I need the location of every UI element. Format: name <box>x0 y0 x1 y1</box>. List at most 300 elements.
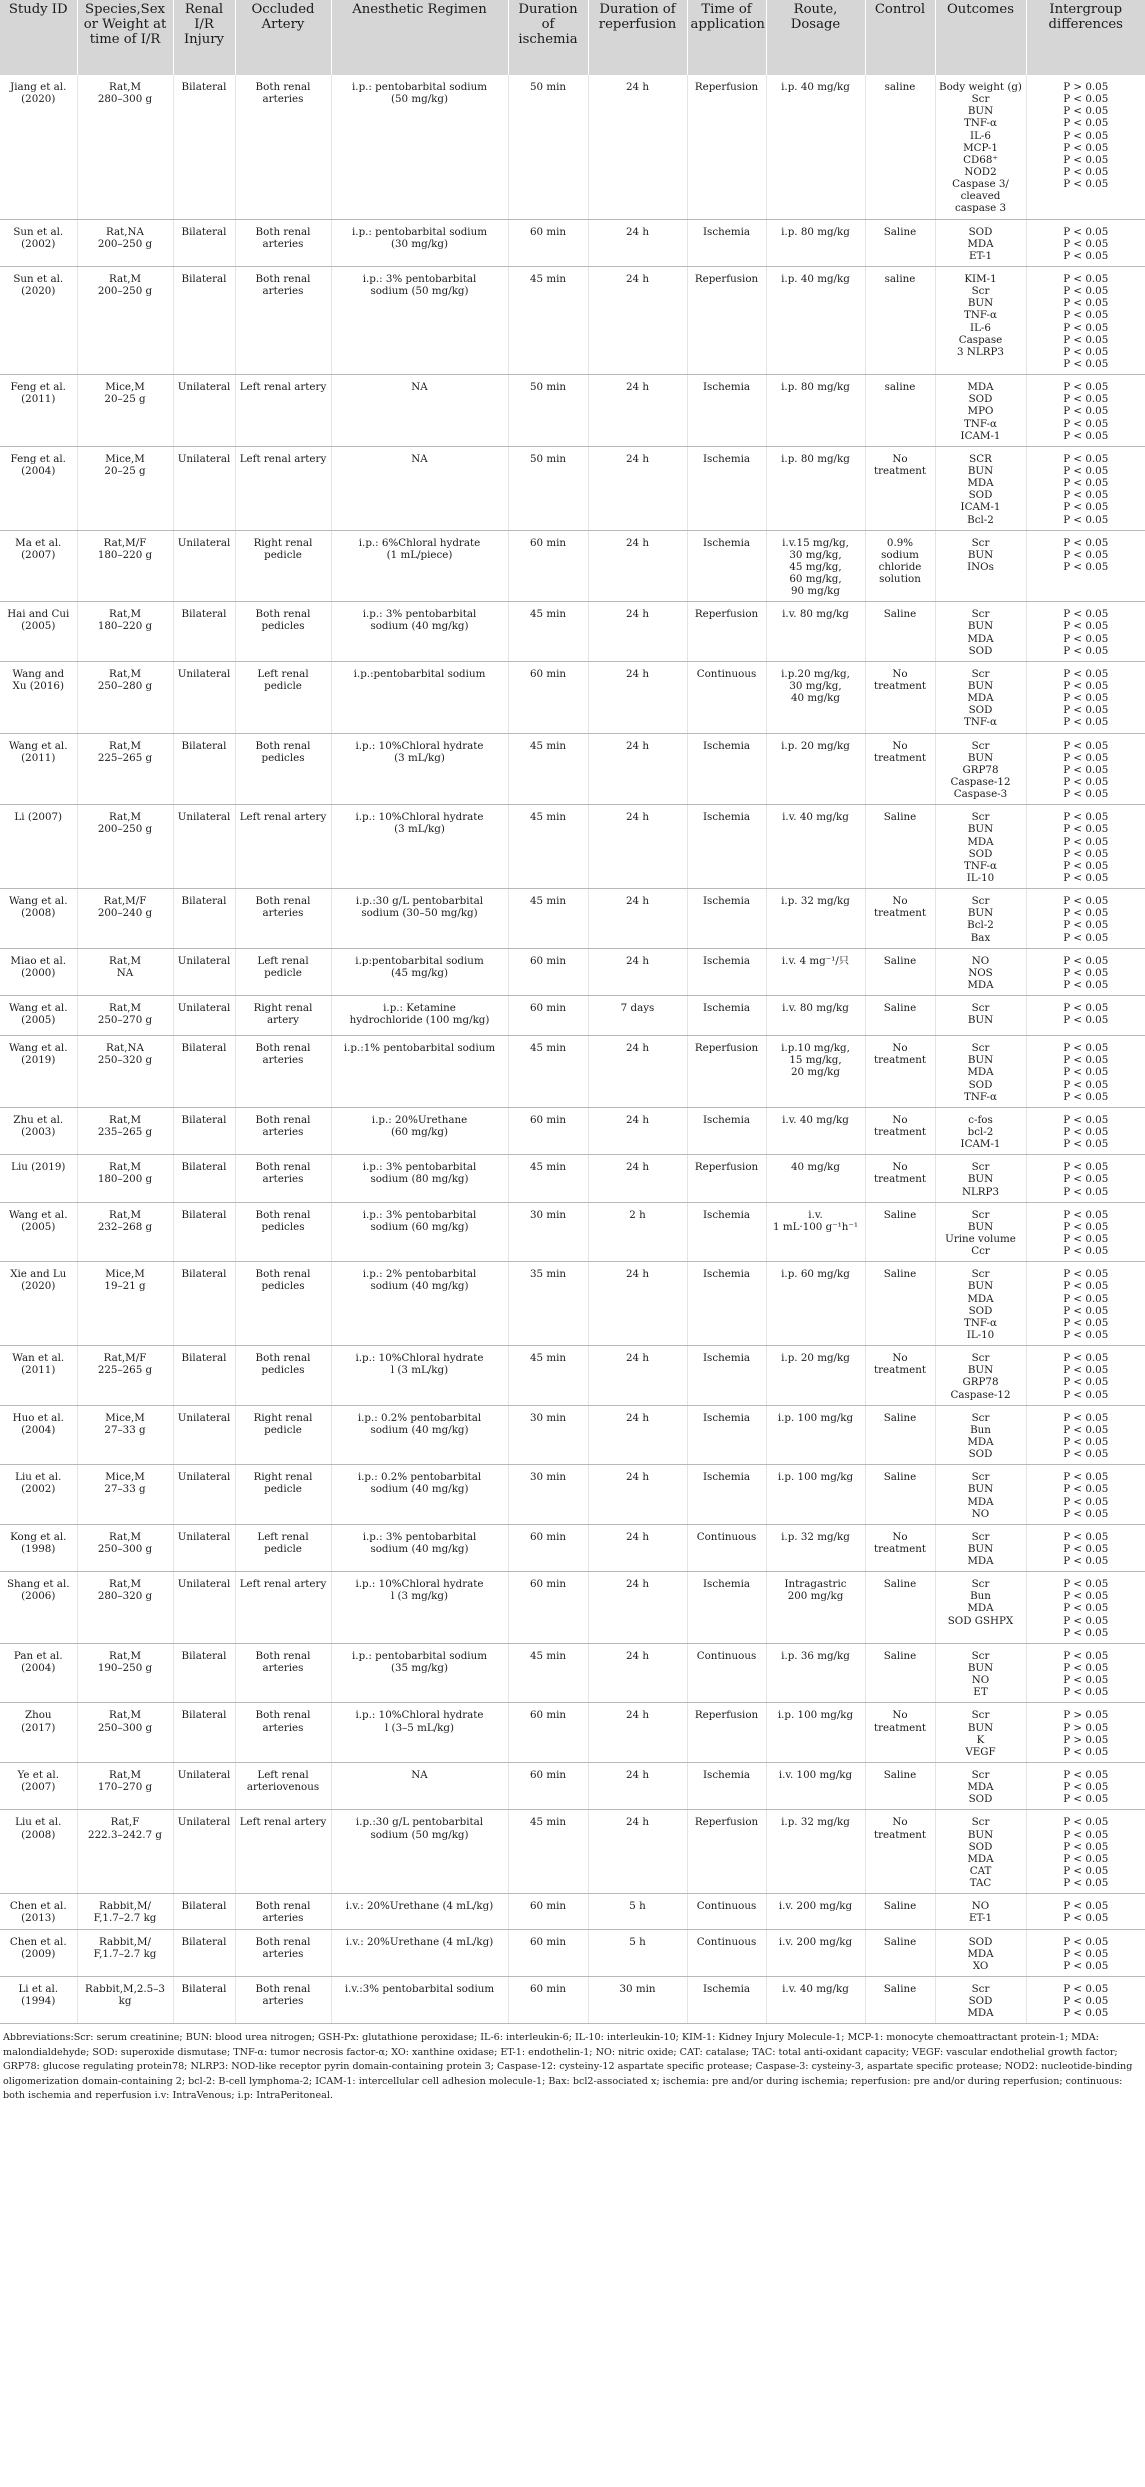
cell-study-id: Wang and Xu (2016) <box>0 661 77 733</box>
cell-ischemia: 45 min <box>508 1346 588 1406</box>
cell-outcomes: Scr BUN INOs <box>935 530 1026 602</box>
table-row <box>0 530 1145 602</box>
cell-injury: Unilateral <box>173 661 235 733</box>
cell-study-id: Chen et al. (2009) <box>0 1929 77 1976</box>
cell-study-id: Jiang et al. (2020) <box>0 75 77 219</box>
cell-reperfusion: 30 min <box>588 1977 687 2024</box>
table-row <box>0 805 1145 889</box>
cell-control: No treatment <box>865 1036 935 1108</box>
cell-ischemia: 60 min <box>508 1929 588 1976</box>
cell-injury: Bilateral <box>173 1202 235 1262</box>
cell-time-of-application: Ischemia <box>687 446 766 530</box>
cell-reperfusion: 24 h <box>588 1763 687 1810</box>
cell-route-dosage: i.v. 200 mg/kg <box>766 1929 865 1976</box>
cell-route-dosage: i.p. 40 mg/kg <box>766 75 865 219</box>
table-row <box>0 602 1145 662</box>
cell-study-id: Hai and Cui (2005) <box>0 602 77 662</box>
cell-control: Saline <box>865 1929 935 1976</box>
cell-injury: Bilateral <box>173 602 235 662</box>
cell-reperfusion: 24 h <box>588 1405 687 1465</box>
col-outcomes: Outcomes <box>935 0 1026 75</box>
cell-study-id: Kong et al. (1998) <box>0 1524 77 1571</box>
cell-artery: Left renal artery <box>235 1572 331 1644</box>
table-row <box>0 1262 1145 1346</box>
cell-anesthetic: i.p.:pentobarbital sodium <box>331 661 508 733</box>
cell-ischemia: 30 min <box>508 1465 588 1525</box>
table-row <box>0 75 1145 219</box>
cell-time-of-application: Ischemia <box>687 1763 766 1810</box>
cell-route-dosage: i.v.15 mg/kg, 30 mg/kg, 45 mg/kg, 60 mg/kg, 90 mg/kg <box>766 530 865 602</box>
cell-reperfusion: 24 h <box>588 1572 687 1644</box>
cell-anesthetic: i.p.: pentobarbital sodium (50 mg/kg) <box>331 75 508 219</box>
cell-injury: Bilateral <box>173 219 235 266</box>
cell-species: Rat,M 235–265 g <box>77 1107 173 1154</box>
cell-intergroup-differences: P < 0.05 P < 0.05 P < 0.05 P < 0.05 P < 0.05 <box>1026 1036 1145 1108</box>
cell-anesthetic: i.p.: 3% pentobarbital sodium (50 mg/kg) <box>331 266 508 374</box>
cell-artery: Right renal artery <box>235 996 331 1036</box>
cell-control: saline <box>865 266 935 374</box>
cell-injury: Unilateral <box>173 1572 235 1644</box>
cell-time-of-application: Ischemia <box>687 733 766 805</box>
cell-ischemia: 50 min <box>508 375 588 447</box>
cell-anesthetic: i.p.: Ketamine hydrochloride (100 mg/kg) <box>331 996 508 1036</box>
cell-intergroup-differences: P < 0.05 P < 0.05 P < 0.05 P < 0.05 P < 0.05 P < 0.05 <box>1026 805 1145 889</box>
cell-ischemia: 60 min <box>508 661 588 733</box>
table-row <box>0 1643 1145 1703</box>
cell-route-dosage: i.p.10 mg/kg, 15 mg/kg, 20 mg/kg <box>766 1036 865 1108</box>
cell-intergroup-differences: P < 0.05 P < 0.05 P < 0.05 P < 0.05 <box>1026 1202 1145 1262</box>
cell-injury: Unilateral <box>173 1763 235 1810</box>
cell-intergroup-differences: P < 0.05 P < 0.05 P < 0.05 P < 0.05 P < 0.05 <box>1026 733 1145 805</box>
cell-anesthetic: i.p.: 3% pentobarbital sodium (40 mg/kg) <box>331 602 508 662</box>
col-diff: Intergroup differences <box>1026 0 1145 75</box>
cell-species: Rat,M 232–268 g <box>77 1202 173 1262</box>
cell-route-dosage: i.p. 100 mg/kg <box>766 1703 865 1763</box>
cell-intergroup-differences: P < 0.05 P < 0.05 P < 0.05 <box>1026 1524 1145 1571</box>
cell-ischemia: 35 min <box>508 1262 588 1346</box>
cell-intergroup-differences: P > 0.05 P > 0.05 P > 0.05 P < 0.05 <box>1026 1703 1145 1763</box>
cell-control: No treatment <box>865 1155 935 1202</box>
table-row <box>0 996 1145 1036</box>
cell-outcomes: Scr BUN MDA SOD TNF-α IL-10 <box>935 1262 1026 1346</box>
cell-injury: Bilateral <box>173 1643 235 1703</box>
cell-anesthetic: i.p.:30 g/L pentobarbital sodium (30–50 mg/kg) <box>331 889 508 949</box>
cell-outcomes: Scr BUN GRP78 Caspase-12 Caspase-3 <box>935 733 1026 805</box>
cell-outcomes: KIM-1 Scr BUN TNF-α IL-6 Caspase 3 NLRP3 <box>935 266 1026 374</box>
cell-route-dosage: i.p. 80 mg/kg <box>766 446 865 530</box>
cell-reperfusion: 24 h <box>588 1346 687 1406</box>
cell-time-of-application: Reperfusion <box>687 266 766 374</box>
cell-time-of-application: Continuous <box>687 1894 766 1929</box>
cell-control: Saline <box>865 1405 935 1465</box>
cell-species: Rat,M NA <box>77 948 173 995</box>
table-row <box>0 889 1145 949</box>
table-row <box>0 661 1145 733</box>
cell-intergroup-differences: P < 0.05 P < 0.05 P < 0.05 <box>1026 948 1145 995</box>
cell-control: No treatment <box>865 733 935 805</box>
cell-artery: Both renal pedicles <box>235 1202 331 1262</box>
cell-reperfusion: 24 h <box>588 661 687 733</box>
cell-reperfusion: 24 h <box>588 1643 687 1703</box>
cell-outcomes: Scr BUN NLRP3 <box>935 1155 1026 1202</box>
cell-species: Rat,M 200–250 g <box>77 266 173 374</box>
cell-anesthetic: i.p.: 0.2% pentobarbital sodium (40 mg/kg) <box>331 1465 508 1525</box>
cell-injury: Unilateral <box>173 446 235 530</box>
cell-reperfusion: 24 h <box>588 530 687 602</box>
cell-injury: Bilateral <box>173 1107 235 1154</box>
cell-study-id: Wang et al. (2019) <box>0 1036 77 1108</box>
cell-route-dosage: i.p. 80 mg/kg <box>766 219 865 266</box>
cell-time-of-application: Ischemia <box>687 1465 766 1525</box>
cell-control: Saline <box>865 1465 935 1525</box>
cell-species: Rat,NA 200–250 g <box>77 219 173 266</box>
cell-intergroup-differences: P < 0.05 P < 0.05 P < 0.05 <box>1026 530 1145 602</box>
cell-injury: Unilateral <box>173 530 235 602</box>
cell-ischemia: 45 min <box>508 805 588 889</box>
cell-artery: Both renal pedicles <box>235 602 331 662</box>
cell-control: Saline <box>865 805 935 889</box>
cell-intergroup-differences: P < 0.05 P < 0.05 P < 0.05 <box>1026 1107 1145 1154</box>
cell-outcomes: Scr SOD MDA <box>935 1977 1026 2024</box>
col-route: Route, Dosage <box>766 0 865 75</box>
cell-ischemia: 60 min <box>508 1524 588 1571</box>
cell-outcomes: Scr BUN MDA NO <box>935 1465 1026 1525</box>
cell-injury: Unilateral <box>173 1524 235 1571</box>
cell-outcomes: Scr Bun MDA SOD <box>935 1405 1026 1465</box>
cell-study-id: Miao et al. (2000) <box>0 948 77 995</box>
cell-anesthetic: i.p.: 10%Chloral hydrate l (3 mL/kg) <box>331 1346 508 1406</box>
table-row <box>0 219 1145 266</box>
cell-injury: Unilateral <box>173 996 235 1036</box>
cell-time-of-application: Reperfusion <box>687 1155 766 1202</box>
cell-injury: Bilateral <box>173 889 235 949</box>
cell-ischemia: 60 min <box>508 1763 588 1810</box>
col-injury: Renal I/R Injury <box>173 0 235 75</box>
cell-reperfusion: 24 h <box>588 266 687 374</box>
cell-reperfusion: 24 h <box>588 219 687 266</box>
cell-reperfusion: 24 h <box>588 1524 687 1571</box>
cell-study-id: Xie and Lu (2020) <box>0 1262 77 1346</box>
cell-study-id: Feng et al. (2011) <box>0 375 77 447</box>
cell-control: Saline <box>865 948 935 995</box>
cell-artery: Both renal arteries <box>235 1894 331 1929</box>
cell-ischemia: 60 min <box>508 1107 588 1154</box>
cell-outcomes: Scr BUN MDA SOD <box>935 602 1026 662</box>
cell-route-dosage: i.p. 40 mg/kg <box>766 266 865 374</box>
cell-ischemia: 60 min <box>508 1703 588 1763</box>
table-row <box>0 1107 1145 1154</box>
cell-control: Saline <box>865 219 935 266</box>
cell-route-dosage: i.p. 80 mg/kg <box>766 375 865 447</box>
cell-study-id: Wang et al. (2011) <box>0 733 77 805</box>
cell-outcomes: NO ET-1 <box>935 1894 1026 1929</box>
cell-artery: Both renal arteries <box>235 219 331 266</box>
cell-artery: Both renal arteries <box>235 1107 331 1154</box>
cell-species: Mice,M 19–21 g <box>77 1262 173 1346</box>
cell-artery: Both renal pedicles <box>235 1346 331 1406</box>
cell-reperfusion: 24 h <box>588 1262 687 1346</box>
cell-reperfusion: 24 h <box>588 602 687 662</box>
cell-species: Mice,M 20–25 g <box>77 375 173 447</box>
col-artery: Occluded Artery <box>235 0 331 75</box>
cell-study-id: Li et al. (1994) <box>0 1977 77 2024</box>
table-row <box>0 266 1145 374</box>
cell-route-dosage: Intragastric 200 mg/kg <box>766 1572 865 1644</box>
cell-study-id: Wang et al. (2008) <box>0 889 77 949</box>
cell-artery: Left renal pedicle <box>235 661 331 733</box>
cell-anesthetic: i.v.:3% pentobarbital sodium <box>331 1977 508 2024</box>
cell-study-id: Shang et al. (2006) <box>0 1572 77 1644</box>
cell-route-dosage: i.p. 36 mg/kg <box>766 1643 865 1703</box>
cell-artery: Left renal pedicle <box>235 948 331 995</box>
cell-route-dosage: i.v. 100 mg/kg <box>766 1763 865 1810</box>
cell-route-dosage: i.v. 1 mL·100 g⁻¹h⁻¹ <box>766 1202 865 1262</box>
cell-ischemia: 50 min <box>508 75 588 219</box>
cell-time-of-application: Continuous <box>687 1643 766 1703</box>
cell-study-id: Liu et al. (2002) <box>0 1465 77 1525</box>
cell-injury: Unilateral <box>173 805 235 889</box>
cell-artery: Left renal artery <box>235 375 331 447</box>
cell-time-of-application: Ischemia <box>687 1346 766 1406</box>
cell-reperfusion: 5 h <box>588 1894 687 1929</box>
cell-intergroup-differences: P < 0.05 P < 0.05 P < 0.05 P < 0.05 <box>1026 889 1145 949</box>
table-row <box>0 1036 1145 1108</box>
cell-control: No treatment <box>865 1524 935 1571</box>
cell-time-of-application: Ischemia <box>687 1977 766 2024</box>
cell-route-dosage: i.v. 80 mg/kg <box>766 602 865 662</box>
cell-outcomes: Scr BUN MDA <box>935 1524 1026 1571</box>
cell-intergroup-differences: P < 0.05 P < 0.05 P < 0.05 P < 0.05 P < 0.05 P < 0.05 <box>1026 1262 1145 1346</box>
cell-route-dosage: i.p. 60 mg/kg <box>766 1262 865 1346</box>
cell-artery: Right renal pedicle <box>235 530 331 602</box>
cell-species: Mice,M 27–33 g <box>77 1465 173 1525</box>
cell-reperfusion: 24 h <box>588 1465 687 1525</box>
cell-control: Saline <box>865 1894 935 1929</box>
cell-time-of-application: Ischemia <box>687 1202 766 1262</box>
cell-intergroup-differences: P < 0.05 P < 0.05 P < 0.05 P < 0.05 P < 0.05 <box>1026 375 1145 447</box>
cell-species: Rat,NA 250–320 g <box>77 1036 173 1108</box>
table-row <box>0 1524 1145 1571</box>
cell-species: Mice,M 27–33 g <box>77 1405 173 1465</box>
cell-study-id: Wang et al. (2005) <box>0 1202 77 1262</box>
cell-injury: Bilateral <box>173 1346 235 1406</box>
cell-control: No treatment <box>865 661 935 733</box>
cell-ischemia: 45 min <box>508 1643 588 1703</box>
cell-ischemia: 30 min <box>508 1405 588 1465</box>
cell-intergroup-differences: P < 0.05 P < 0.05 P < 0.05 <box>1026 219 1145 266</box>
cell-species: Rabbit,M/ F,1.7–2.7 kg <box>77 1929 173 1976</box>
cell-ischemia: 60 min <box>508 996 588 1036</box>
cell-intergroup-differences: P < 0.05 P < 0.05 P < 0.05 P < 0.05 P < 0.05 P < 0.05 <box>1026 446 1145 530</box>
cell-control: Saline <box>865 996 935 1036</box>
cell-route-dosage: i.p.20 mg/kg, 30 mg/kg, 40 mg/kg <box>766 661 865 733</box>
cell-species: Rat,M 180–200 g <box>77 1155 173 1202</box>
cell-control: Saline <box>865 1977 935 2024</box>
cell-outcomes: Scr BUN SOD MDA CAT TAC <box>935 1810 1026 1894</box>
cell-artery: Left renal artery <box>235 446 331 530</box>
cell-ischemia: 45 min <box>508 602 588 662</box>
cell-time-of-application: Reperfusion <box>687 75 766 219</box>
cell-route-dosage: i.p. 20 mg/kg <box>766 1346 865 1406</box>
cell-control: 0.9% sodium chloride solution <box>865 530 935 602</box>
cell-outcomes: NO NOS MDA <box>935 948 1026 995</box>
cell-reperfusion: 24 h <box>588 805 687 889</box>
cell-control: Saline <box>865 1643 935 1703</box>
cell-anesthetic: i.p.: 10%Chloral hydrate l (3–5 mL/kg) <box>331 1703 508 1763</box>
cell-species: Rat,M/F 180–220 g <box>77 530 173 602</box>
cell-artery: Both renal arteries <box>235 1929 331 1976</box>
cell-time-of-application: Ischemia <box>687 889 766 949</box>
cell-outcomes: Scr BUN K VEGF <box>935 1703 1026 1763</box>
cell-species: Rat,M/F 200–240 g <box>77 889 173 949</box>
cell-study-id: Liu (2019) <box>0 1155 77 1202</box>
cell-ischemia: 45 min <box>508 889 588 949</box>
cell-study-id: Wan et al. (2011) <box>0 1346 77 1406</box>
cell-reperfusion: 24 h <box>588 1107 687 1154</box>
cell-species: Rat,M 170–270 g <box>77 1763 173 1810</box>
cell-time-of-application: Reperfusion <box>687 1036 766 1108</box>
cell-intergroup-differences: P < 0.05 P < 0.05 P < 0.05 P < 0.05 <box>1026 602 1145 662</box>
cell-artery: Both renal arteries <box>235 266 331 374</box>
cell-species: Rat,M 280–320 g <box>77 1572 173 1644</box>
cell-ischemia: 45 min <box>508 1155 588 1202</box>
cell-route-dosage: 40 mg/kg <box>766 1155 865 1202</box>
cell-control: No treatment <box>865 1703 935 1763</box>
table-row <box>0 1465 1145 1525</box>
cell-reperfusion: 7 days <box>588 996 687 1036</box>
cell-artery: Both renal arteries <box>235 1036 331 1108</box>
cell-control: Saline <box>865 1572 935 1644</box>
abbreviations-footnote: Abbreviations:Scr: serum creatinine; BUN: blood urea nitrogen; GSH-Px: glutathione peroxidase; IL-6: interleukin-6; IL-10: interleukin-10; KIM-1: Kidney Injury Molecule-1; MCP-1: monocyte chemoattractant protein-1; MDA: malondialdehyde; SOD: superoxide dismutase; TNF-α: tumor necrosis factor-α; XO: xanthine oxidase; ET-1: endothelin-1; NO: nitric oxide; CAT: catalase; TAC: total anti-oxidant capacity; VEGF: vascular endothelial growth factor; GRP78: glucose regulating protein78; NLRP3: NOD-like receptor pyrin domain-containing protein 3; Caspase-12: cysteiny-12 aspartate specific protease; Caspase-3: cysteiny-3, aspartate specific protease; NOD2: nucleotide-binding oligomerization domain-containing 2; bcl-2: B-cell lymphoma-2; ICAM-1: intercellular cell adhesion molecule-1; Bax: bcl2-associated x; ischemia: pre and/or during ischemia; reperfusion: pre and/or during reperfusion; continuous: both ischemia and reperfusion i.v: IntraVenous; i.p: IntraPeritoneal. <box>3 2032 1133 2101</box>
cell-reperfusion: 24 h <box>588 889 687 949</box>
cell-artery: Both renal arteries <box>235 889 331 949</box>
cell-route-dosage: i.p. 100 mg/kg <box>766 1405 865 1465</box>
cell-species: Rat,M 280–300 g <box>77 75 173 219</box>
cell-anesthetic: NA <box>331 375 508 447</box>
cell-outcomes: c-fos bcl-2 ICAM-1 <box>935 1107 1026 1154</box>
cell-study-id: Wang et al. (2005) <box>0 996 77 1036</box>
cell-time-of-application: Reperfusion <box>687 602 766 662</box>
cell-injury: Bilateral <box>173 75 235 219</box>
cell-injury: Unilateral <box>173 948 235 995</box>
cell-species: Rat,M 200–250 g <box>77 805 173 889</box>
cell-route-dosage: i.p. 32 mg/kg <box>766 1524 865 1571</box>
cell-time-of-application: Ischemia <box>687 1572 766 1644</box>
col-species: Species,Sex or Weight at time of I/R <box>77 0 173 75</box>
col-ischemia: Duration of ischemia <box>508 0 588 75</box>
cell-study-id: Liu et al. (2008) <box>0 1810 77 1894</box>
cell-anesthetic: i.p.: 10%Chloral hydrate (3 mL/kg) <box>331 733 508 805</box>
table-row <box>0 1202 1145 1262</box>
cell-outcomes: SOD MDA XO <box>935 1929 1026 1976</box>
cell-time-of-application: Ischemia <box>687 1405 766 1465</box>
cell-anesthetic: i.p.: 3% pentobarbital sodium (60 mg/kg) <box>331 1202 508 1262</box>
cell-reperfusion: 24 h <box>588 1810 687 1894</box>
cell-time-of-application: Continuous <box>687 1929 766 1976</box>
cell-intergroup-differences: P < 0.05 P < 0.05 P < 0.05 <box>1026 1929 1145 1976</box>
cell-route-dosage: i.v. 40 mg/kg <box>766 805 865 889</box>
cell-route-dosage: i.v. 80 mg/kg <box>766 996 865 1036</box>
cell-route-dosage: i.v. 4 mg⁻¹/只 <box>766 948 865 995</box>
cell-control: No treatment <box>865 889 935 949</box>
cell-anesthetic: i.p.: 3% pentobarbital sodium (40 mg/kg) <box>331 1524 508 1571</box>
cell-anesthetic: i.p.: pentobarbital sodium (30 mg/kg) <box>331 219 508 266</box>
cell-study-id: Sun et al. (2002) <box>0 219 77 266</box>
cell-anesthetic: i.p.: 0.2% pentobarbital sodium (40 mg/kg) <box>331 1405 508 1465</box>
table-row <box>0 733 1145 805</box>
cell-artery: Both renal arteries <box>235 1703 331 1763</box>
cell-anesthetic: i.p.: 10%Chloral hydrate (3 mL/kg) <box>331 805 508 889</box>
cell-study-id: Sun et al. (2020) <box>0 266 77 374</box>
cell-outcomes: Scr BUN NO ET <box>935 1643 1026 1703</box>
cell-route-dosage: i.v. 40 mg/kg <box>766 1977 865 2024</box>
cell-species: Rat,F 222.3–242.7 g <box>77 1810 173 1894</box>
cell-study-id: Pan et al. (2004) <box>0 1643 77 1703</box>
cell-species: Rat,M 250–300 g <box>77 1703 173 1763</box>
cell-anesthetic: i.p.:30 g/L pentobarbital sodium (50 mg/kg) <box>331 1810 508 1894</box>
table-row <box>0 1894 1145 1929</box>
cell-time-of-application: Ischemia <box>687 996 766 1036</box>
cell-time-of-application: Ischemia <box>687 530 766 602</box>
cell-artery: Both renal pedicles <box>235 733 331 805</box>
cell-artery: Both renal arteries <box>235 75 331 219</box>
cell-reperfusion: 2 h <box>588 1202 687 1262</box>
table-row <box>0 1346 1145 1406</box>
col-time: Time of application <box>687 0 766 75</box>
cell-outcomes: Scr BUN Bcl-2 Bax <box>935 889 1026 949</box>
cell-study-id: Feng et al. (2004) <box>0 446 77 530</box>
cell-study-id: Zhu et al. (2003) <box>0 1107 77 1154</box>
cell-time-of-application: Continuous <box>687 1524 766 1571</box>
cell-time-of-application: Ischemia <box>687 1107 766 1154</box>
cell-reperfusion: 24 h <box>588 1036 687 1108</box>
col-anesthetic: Anesthetic Regimen <box>331 0 508 75</box>
cell-route-dosage: i.p. 32 mg/kg <box>766 889 865 949</box>
cell-outcomes: MDA SOD MPO TNF-α ICAM-1 <box>935 375 1026 447</box>
cell-injury: Bilateral <box>173 266 235 374</box>
cell-artery: Both renal arteries <box>235 1643 331 1703</box>
cell-control: No treatment <box>865 1810 935 1894</box>
cell-intergroup-differences: P < 0.05 P < 0.05 <box>1026 1894 1145 1929</box>
table-row <box>0 1810 1145 1894</box>
cell-time-of-application: Ischemia <box>687 1262 766 1346</box>
cell-outcomes: Scr BUN MDA SOD TNF-α <box>935 1036 1026 1108</box>
table-row <box>0 1763 1145 1810</box>
cell-species: Rat,M 250–300 g <box>77 1524 173 1571</box>
cell-injury: Unilateral <box>173 1465 235 1525</box>
cell-study-id: Li (2007) <box>0 805 77 889</box>
cell-species: Rat,M 190–250 g <box>77 1643 173 1703</box>
cell-ischemia: 45 min <box>508 733 588 805</box>
cell-injury: Bilateral <box>173 733 235 805</box>
cell-time-of-application: Ischemia <box>687 948 766 995</box>
cell-reperfusion: 24 h <box>588 446 687 530</box>
cell-species: Mice,M 20–25 g <box>77 446 173 530</box>
cell-species: Rat,M 180–220 g <box>77 602 173 662</box>
cell-reperfusion: 24 h <box>588 1703 687 1763</box>
header-row <box>0 0 1145 75</box>
cell-artery: Left renal artery <box>235 1810 331 1894</box>
cell-study-id: Chen et al. (2013) <box>0 1894 77 1929</box>
cell-injury: Unilateral <box>173 1405 235 1465</box>
cell-artery: Right renal pedicle <box>235 1465 331 1525</box>
cell-species: Rat,M 250–280 g <box>77 661 173 733</box>
cell-reperfusion: 5 h <box>588 1929 687 1976</box>
cell-artery: Left renal pedicle <box>235 1524 331 1571</box>
cell-anesthetic: i.p:pentobarbital sodium (45 mg/kg) <box>331 948 508 995</box>
cell-intergroup-differences: P < 0.05 P < 0.05 <box>1026 996 1145 1036</box>
cell-outcomes: SOD MDA ET-1 <box>935 219 1026 266</box>
